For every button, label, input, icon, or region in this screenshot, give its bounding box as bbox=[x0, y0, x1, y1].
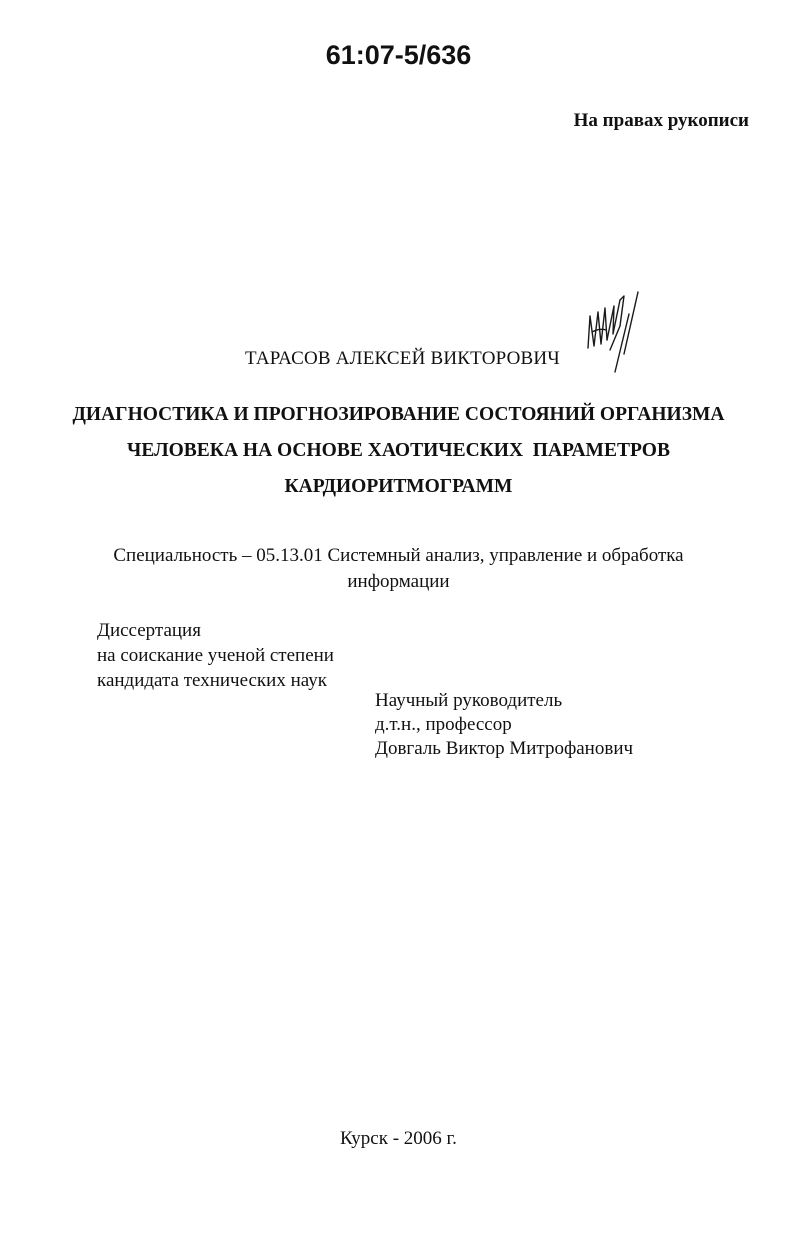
degree-line-3: кандидата технических наук bbox=[97, 670, 327, 691]
author-name: ТАРАСОВ АЛЕКСЕЙ ВИКТОРОВИЧ bbox=[245, 348, 560, 369]
specialty bbox=[0, 543, 797, 595]
specialty-line-1: Специальность – 05.13.01 Системный анализ, управление и обработка bbox=[113, 545, 684, 566]
title-line-1: ДИАГНОСТИКА И ПРОГНОЗИРОВАНИЕ СОСТОЯНИЙ ОРГАНИЗМА bbox=[72, 404, 725, 425]
supervisor bbox=[375, 689, 633, 761]
supervisor-degree: д.т.н., профессор bbox=[375, 714, 512, 735]
supervisor-name: Довгаль Виктор Митрофанович bbox=[375, 738, 634, 759]
dissertation-title bbox=[0, 397, 797, 505]
place-year: Курск - 2006 г. bbox=[340, 1128, 457, 1149]
degree-line-2: на соискание ученой степени bbox=[97, 645, 334, 666]
title-line-3: КАРДИОРИТМОГРАММ bbox=[284, 476, 513, 497]
signature-image bbox=[580, 288, 650, 380]
specialty-line-2: информации bbox=[347, 571, 450, 592]
degree-line-1: Диссертация bbox=[97, 620, 201, 641]
rights-note: На правах рукописи bbox=[573, 110, 749, 131]
degree-statement bbox=[97, 618, 334, 693]
supervisor-role: Научный руководитель bbox=[375, 690, 563, 711]
catalog-number: 61:07-5/636 bbox=[325, 40, 472, 70]
title-line-2: ЧЕЛОВЕКА НА ОСНОВЕ ХАОТИЧЕСКИХ ПАРАМЕТРОВ bbox=[127, 440, 670, 461]
